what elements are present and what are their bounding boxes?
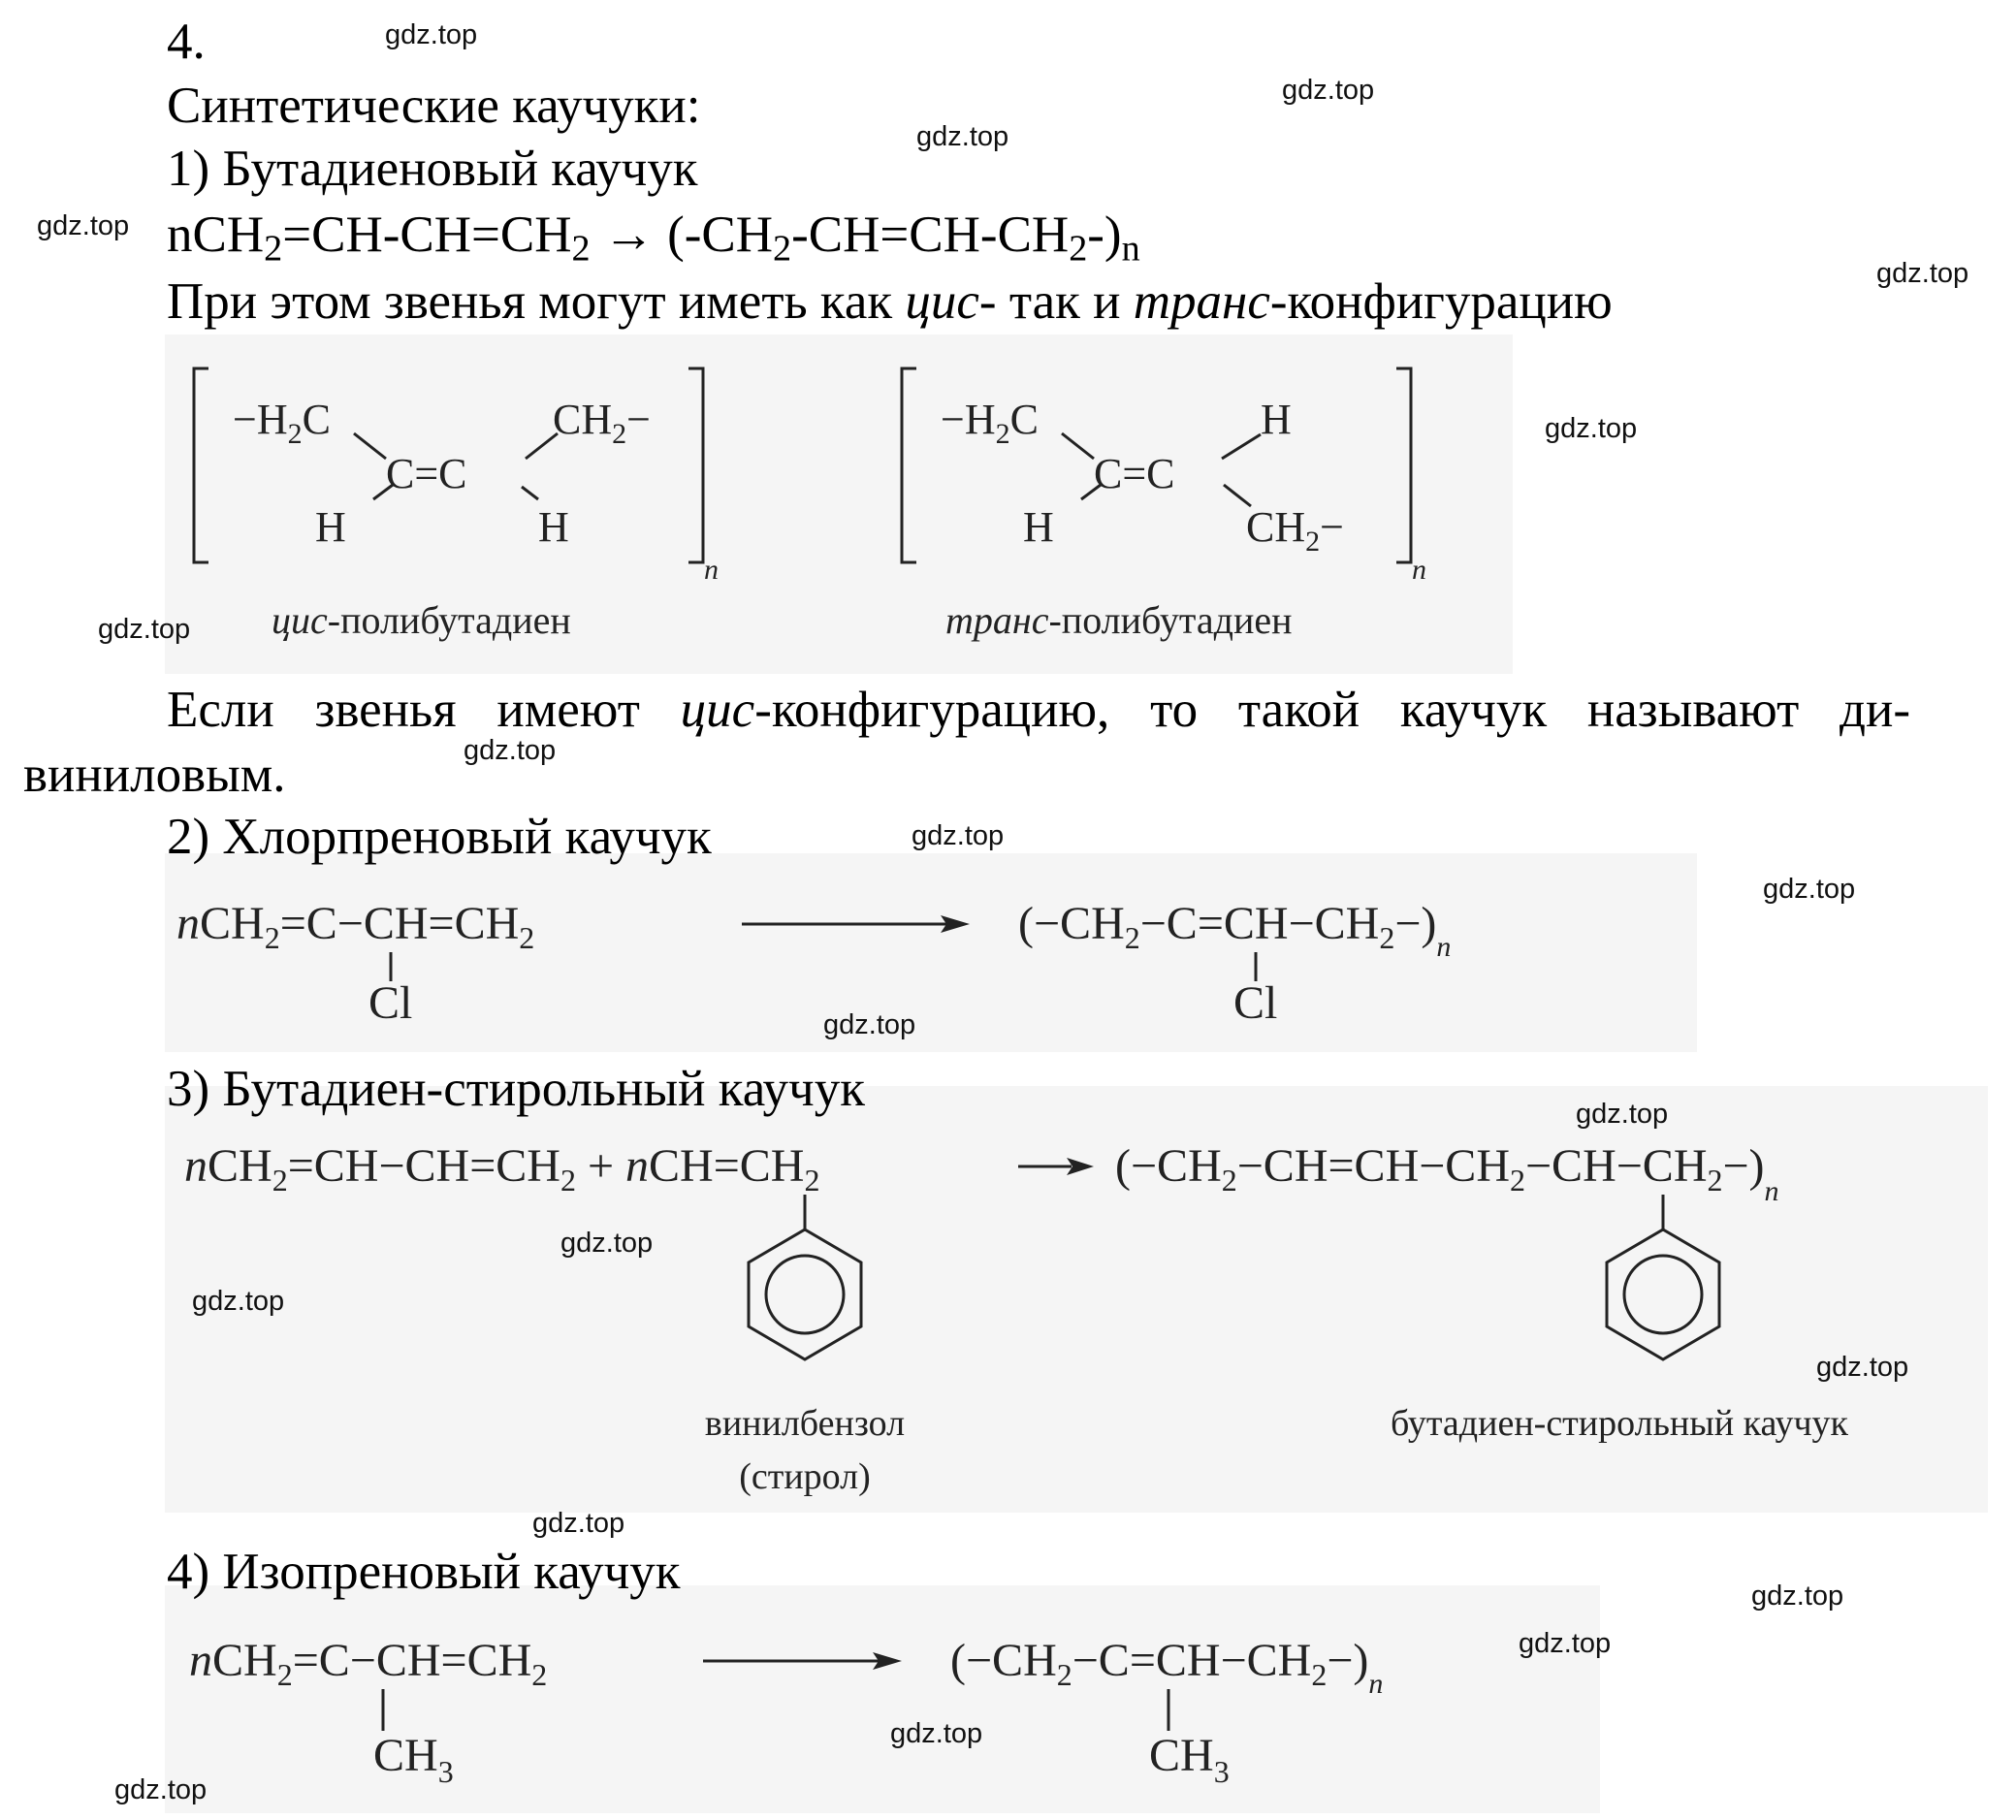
svg-text:Cl: Cl	[368, 977, 413, 1029]
svg-text:C=C: C=C	[386, 450, 467, 497]
isoprene-reaction	[165, 1610, 1600, 1813]
svg-text:бутадиен-стирольный каучук: бутадиен-стирольный каучук	[1390, 1403, 1849, 1444]
watermark: gdz.top	[532, 1508, 625, 1539]
svg-text:nCH2=CH−CH=CH2 + nCH=CH2: $nCH_2=CH-CH=CH_2 + nCH=CH_2$	[184, 1140, 820, 1197]
svg-text:цис-полибутадиен: цис-полибутадиен	[272, 598, 571, 642]
svg-text:n: n	[704, 554, 719, 586]
cis-right-bracket	[688, 368, 703, 562]
watermark: gdz.top	[1519, 1628, 1612, 1659]
styrene-reaction	[165, 1115, 1988, 1513]
watermark: gdz.top	[114, 1774, 208, 1805]
svg-text:CH2−: $CH_2-$	[553, 396, 651, 450]
watermark: gdz.top	[1545, 413, 1638, 444]
watermark: gdz.top	[464, 735, 557, 766]
svg-text:−H2C: $-H_2C$	[941, 396, 1039, 450]
svg-text:H: H	[1023, 503, 1054, 551]
watermark: gdz.top	[890, 1718, 983, 1749]
watermark: gdz.top	[1816, 1352, 1909, 1383]
svg-text:CH2−: $CH_2-$	[1246, 503, 1344, 558]
svg-text:(−CH2−C=CH−CH2−)n: $(-CH_2-C=CH-CH_2-)_n$	[1018, 898, 1452, 963]
svg-text:−H2C: $-H_2C$	[233, 396, 331, 450]
svg-text:винилбензол: винилбензол	[704, 1403, 906, 1444]
svg-text:(−CH2−CH=CH−CH2−CH−CH2−)n: $(-CH_2-CH=CH-CH_2-CH-CH_2-)_n$	[1115, 1140, 1779, 1207]
watermark: gdz.top	[560, 1228, 654, 1259]
watermark: gdz.top	[1751, 1581, 1844, 1612]
styrene-title: 3) Бутадиен-стирольный каучук	[167, 1061, 865, 1117]
watermark: gdz.top	[1282, 75, 1375, 106]
watermark: gdz.top	[1763, 874, 1856, 905]
watermark: gdz.top	[912, 820, 1005, 851]
svg-text:H: H	[538, 503, 569, 551]
svg-text:(стирол): (стирол)	[739, 1456, 871, 1497]
butadiene-title: 1) Бутадиеновый каучук	[167, 141, 698, 197]
svg-text:CH3: $CH_3$	[373, 1730, 454, 1789]
divinyl-line-1: Если звенья имеют цис-конфигурацию, то такой каучук называют ди-	[167, 682, 1910, 738]
svg-text:nCH2=C−CH=CH2: $nCH_2=C-CH=CH_2$	[189, 1635, 548, 1692]
svg-text:n: n	[1412, 554, 1426, 586]
product-aromatic-circle	[1624, 1256, 1702, 1333]
task-number: 4.	[167, 14, 206, 70]
svg-text:H: H	[1261, 396, 1292, 443]
svg-text:Cl: Cl	[1233, 977, 1278, 1029]
watermark: gdz.top	[1576, 1099, 1669, 1130]
polybutadiene-structures	[165, 354, 1513, 674]
heading: Синтетические каучуки:	[167, 78, 701, 134]
styrene-aromatic-circle	[766, 1256, 844, 1333]
watermark: gdz.top	[823, 1009, 916, 1040]
chloroprene-reaction	[165, 873, 1697, 1052]
trans-left-bracket	[902, 368, 916, 562]
watermark: gdz.top	[37, 210, 130, 241]
watermark: gdz.top	[192, 1286, 285, 1317]
watermark: gdz.top	[98, 614, 191, 645]
trans-right-bracket	[1396, 368, 1411, 562]
watermark: gdz.top	[916, 121, 1009, 152]
cis-left-bracket	[194, 368, 208, 562]
chloroprene-title: 2) Хлорпреновый каучук	[167, 809, 712, 865]
svg-text:(−CH2−C=CH−CH2−)n: $(-CH_2-C=CH-CH_2-)_n$	[950, 1635, 1384, 1700]
butadiene-equation: $nCH_2=CH-CH=CH_2 \to (-CH_2-CH=CH-CH_2-)_n$	[167, 207, 1140, 270]
svg-text:C=C: C=C	[1094, 450, 1175, 497]
svg-text:nCH2=C−CH=CH2: $nCH_2=C-CH=CH_2$	[176, 898, 535, 955]
divinyl-line-2: виниловым.	[23, 747, 286, 803]
isoprene-title: 4) Изопреновый каучук	[167, 1544, 681, 1600]
svg-text:H: H	[315, 503, 346, 551]
config-sentence: При этом звенья могут иметь как цис- так и транс-конфигурацию	[167, 273, 1613, 330]
watermark: gdz.top	[385, 19, 478, 50]
svg-text:транс-полибутадиен: транс-полибутадиен	[945, 598, 1293, 642]
svg-text:CH3: $CH_3$	[1149, 1730, 1230, 1789]
watermark: gdz.top	[1876, 258, 1969, 289]
